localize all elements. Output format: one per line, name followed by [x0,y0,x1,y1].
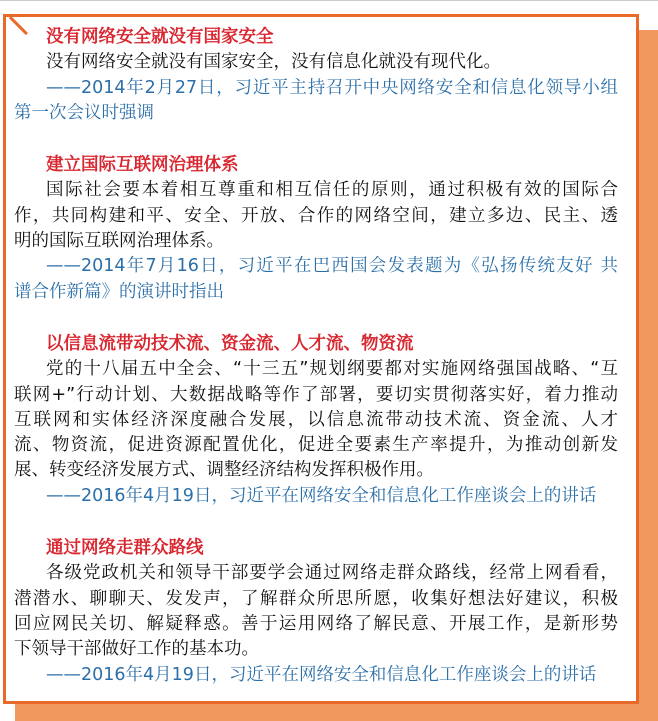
section-gap [14,509,618,536]
body-line: 回应网民关切、解疑释惑。善于运用网络了解民意、开展工作，是新形势 [14,613,618,634]
quote-section [14,153,618,305]
source-line: ——2014年7月16日，习近平在巴西国会发表题为《弘扬传统友好 共 [46,256,618,277]
quote-section [14,536,618,688]
body-line: 互联网和实体经济深度融合发展，以信息流带动技术流、资金流、人才 [14,409,618,430]
body-line: 流、物资流，促进资源配置优化，促进全要素生产率提升，为推动创新发 [14,435,618,456]
source-line: ——2014年2月27日，习近平主持召开中央网络安全和信息化领导小组 [46,77,618,98]
source-line: ——2016年4月19日，习近平在网络安全和信息化工作座谈会上的讲话 [46,485,597,506]
card-content [14,25,618,688]
source-line: 谱合作新篇》的演讲时指出 [14,281,224,302]
source-line: 第一次会议时强调 [14,102,154,123]
body-line: 没有网络安全就没有国家安全，没有信息化就没有现代化。 [46,52,501,73]
body-line: 潜潜水、聊聊天、发发声，了解群众所思所愿，收集好想法好建议，积极 [14,588,618,609]
section-title: 没有网络安全就没有国家安全 [46,27,274,47]
quote-section [14,332,618,509]
body-line: 国际社会要本着相互尊重和相互信任的原则，通过积极有效的国际合 [46,180,618,201]
body-line: 各级党政机关和领导干部要学会通过网络走群众路线，经常上网看看， [46,563,618,584]
section-title: 以信息流带动技术流、资金流、人才流、物资流 [46,333,414,354]
section-gap [14,305,618,332]
body-line: 联网+”行动计划、大数据战略等作了部署，要切实贯彻落实好，着力推动 [14,384,618,405]
top-divider [0,0,658,1]
section-title: 通过网络走群众路线 [46,538,204,559]
section-gap [14,126,618,153]
quote-section [14,25,618,126]
body-line: 作，共同构建和平、安全、开放、合作的网络空间，建立多边、民主、透 [14,205,618,226]
source-line: ——2016年4月19日，习近平在网络安全和信息化工作座谈会上的讲话 [46,664,597,685]
body-line: 下领导干部做好工作的基本功。 [14,639,259,660]
body-line: 党的十八届五中全会、“十三五”规划纲要都对实施网络强国战略、“互 [46,359,618,380]
body-line: 展、转变经济发展方式、调整经济结构发挥积极作用。 [14,460,434,481]
body-line: 明的国际互联网治理体系。 [14,231,224,252]
section-title: 建立国际互联网治理体系 [46,155,239,176]
